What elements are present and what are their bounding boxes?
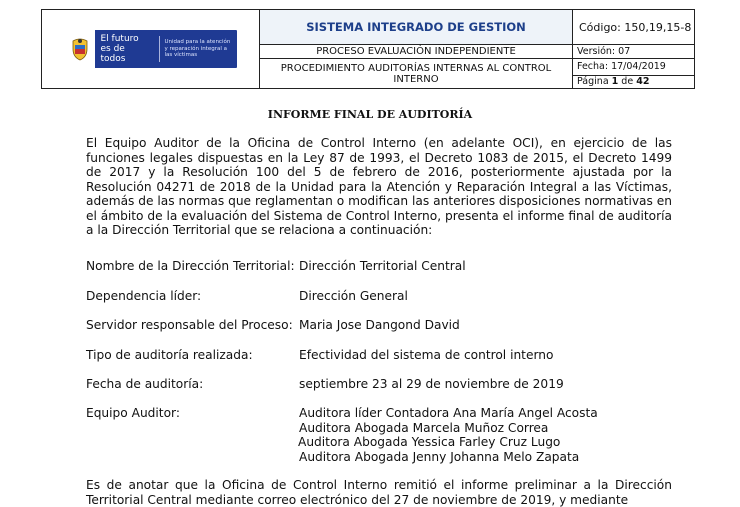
field-value: Efectividad del sistema de control interno — [299, 348, 554, 362]
audit-team-list — [299, 406, 598, 464]
field-label: Dependencia líder: — [86, 289, 202, 303]
document-date: Fecha: 17/04/2019 — [573, 59, 695, 76]
team-member: Auditora Abogada Jenny Johanna Melo Zapata — [299, 449, 580, 464]
intro-paragraph: El Equipo Auditor de la Oficina de Control Interno (en adelante OCI), en ejercicio de las funciones legales dispuestas en la Ley 87 de 1993, el Decreto 1083 de 2015, el Decreto 1499 de 2017 y la Resolución 100 del 5 de febrero de 2016, posteriormente ajustada por la Resolución 04271 de 2018 de la Unidad para la Atención y Reparación Integral a las Víctimas, además de las normas que reglamentan o modifican las anteriores disposiciones normativas en el ámbito de la evaluación del Sistema de Control Interno, presenta el informe final de auditoría a la Dirección Territorial que se relaciona a continuación: — [86, 136, 672, 237]
brand-tagline: Unidad para la atención y reparación integral a las víctimas — [164, 39, 231, 59]
page-total: 42 — [636, 76, 650, 88]
coat-of-arms-icon — [65, 30, 95, 68]
page-current: 1 — [611, 76, 619, 88]
field-label: Servidor responsable del Proceso: — [86, 318, 293, 332]
field-label: Fecha de auditoría: — [86, 377, 204, 391]
government-logo — [65, 30, 237, 68]
brand-slogan — [95, 34, 159, 64]
process-name: PROCESO EVALUACIÓN INDEPENDIENTE — [260, 45, 573, 59]
field-value: septiembre 23 al 29 de noviembre de 2019 — [299, 377, 564, 391]
page-number — [573, 75, 695, 89]
page-of: de — [618, 76, 637, 88]
page-prefix: Página — [577, 76, 612, 88]
brand-line-2: es de todos — [100, 44, 126, 64]
closing-paragraph: Es de anotar que la Oficina de Control Interno remitió el informe preliminar a la Dirección Territorial Central mediante correo electrónico del 27 de noviembre de 2019, y mediante — [86, 478, 672, 507]
team-member: Auditora Abogada Yessica Farley Cruz Lugo — [298, 435, 561, 449]
procedure-name: PROCEDIMIENTO AUDITORÍAS INTERNAS AL CONTROL INTERNO — [260, 59, 573, 89]
field-label: Equipo Auditor: — [86, 406, 180, 420]
logo-cell — [42, 10, 260, 89]
field-label: Nombre de la Dirección Territorial: — [86, 259, 295, 273]
document-header — [41, 9, 695, 89]
brand-line-1: El futuro — [100, 34, 139, 44]
field-label: Tipo de auditoría realizada: — [86, 348, 253, 362]
team-member: Auditora líder Contadora Ana María Angel Acosta — [299, 406, 598, 420]
document-version: Versión: 07 — [573, 45, 695, 59]
field-value: Dirección General — [299, 289, 408, 303]
field-value: Dirección Territorial Central — [299, 259, 466, 273]
field-value: Maria Jose Dangond David — [299, 318, 460, 332]
system-title: SISTEMA INTEGRADO DE GESTION — [260, 10, 573, 45]
document-code: Código: 150,19,15-8 — [573, 10, 695, 45]
report-title: INFORME FINAL DE AUDITORÍA — [267, 108, 473, 121]
team-member: Auditora Abogada Marcela Muñoz Correa — [299, 420, 549, 435]
